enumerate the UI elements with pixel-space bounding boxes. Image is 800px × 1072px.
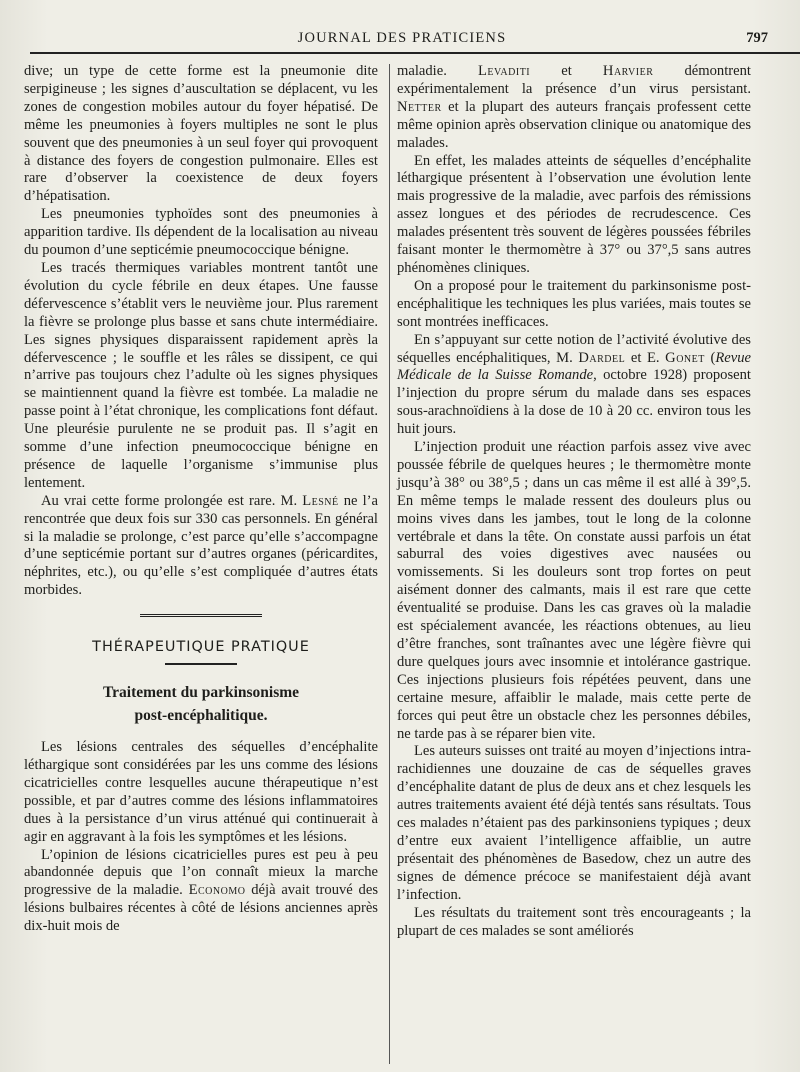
article-title bbox=[24, 681, 378, 727]
author-name: Harvier bbox=[602, 63, 654, 79]
author-name: Economo bbox=[188, 882, 246, 899]
page-number: 797 bbox=[746, 30, 768, 46]
running-head bbox=[30, 28, 774, 52]
paragraph: On a proposé pour le traitement du parkinsonisme post-encéphalitique les techniques les plus variées, mais toutes se sont montrées inefficaces. bbox=[397, 277, 751, 330]
section-header bbox=[24, 614, 378, 727]
paragraph bbox=[24, 493, 378, 600]
author-name: Dardel bbox=[578, 349, 626, 366]
paragraph: Les auteurs suisses ont traité au moyen d’injections intra-rachidiennes une douzaine de cas de séquelles graves d’encéphalite datant de plus de deux ans et chez lesquels les autres traitements avaient été déjà tentés sans résultats. Tous ces malades n’étaient pas des parkinsoniens typiques ; deux d’entre eux avaient l’intelligence affaiblie, un autre présentait des phénomènes de Basedow, chez un autre des signes de démence précoce se manifestaient déjà avant l’infection. bbox=[397, 743, 751, 903]
paragraph: dive; un type de cette forme est la pneumonie dite serpigineuse ; les signes d’auscultation se déplacent, vu les zones de congestion mobiles autour du foyer hépatisé. De même les pneumonies à foyers multiples ne sont le plus souvent que des pneumonies à un seul foyer qui provoquent à distance des foyers de congestion pulmonaire. Elles est rare d’observer la coexistence de deux foyers d’hépatisation. bbox=[24, 63, 378, 205]
paragraph: Les pneumonies typhoïdes sont des pneumonies à apparition tardive. Ils dépendent de la localisation au niveau du poumon d’une septicémie pneumococcique bénigne. bbox=[24, 206, 378, 259]
section-underline bbox=[165, 663, 237, 665]
paragraph bbox=[397, 63, 751, 153]
column-divider bbox=[389, 64, 390, 1064]
text-run: ne l’a rencontrée que deux fois sur 330 cas personnels. En général si la maladie se prolonge, c’est parce qu’elle s’accompagne d’une septicémie portant sur d’autres organes (péricardites, néphrites, etc.), ou qu’elle s’est compliquée d’autres états morbides. bbox=[24, 492, 378, 599]
text-run: En s’appuyant sur cette notion de l’activité évolutive des séquelles encéphalitiques, M. bbox=[397, 331, 751, 366]
paragraph: En effet, les malades atteints de séquelles d’encéphalite léthargique présentent à l’observation une évolution lente mais progressive de la maladie, avec parfois des rémissions assez longues et des périodes de recrudescence. Ces malades présentent très souvent de légères poussées fébriles faisant monter le thermomètre à 37° ou 37°,5 sans autres phénomènes cliniques. bbox=[397, 152, 751, 276]
paragraph bbox=[24, 847, 378, 937]
text-run: , octobre 1928) proposent l’injection du propre sérum du malade dans ses espaces sous-arachnoïdiens à la dose de 10 à 20 cc. environ tous les huit jours. bbox=[397, 367, 751, 438]
left-column bbox=[24, 63, 378, 936]
section-title: THÉRAPEUTIQUE PRATIQUE bbox=[92, 639, 310, 656]
text-run: et bbox=[530, 63, 603, 79]
text-run: Au vrai cette forme prolongée est rare. M. bbox=[41, 492, 303, 509]
text-run: maladie. bbox=[397, 63, 478, 79]
text-run: et E. bbox=[625, 349, 666, 366]
header-rule bbox=[30, 52, 800, 54]
paragraph bbox=[397, 332, 751, 439]
journal-title: JOURNAL DES PRATICIENS bbox=[297, 30, 507, 46]
author-name: Gonet bbox=[665, 349, 705, 366]
author-name: Netter bbox=[397, 98, 442, 115]
article-title-line: Traitement du parkinsonisme bbox=[102, 684, 300, 702]
text-run: démontrent expérimentalement la présence d’un virus persistant. bbox=[397, 63, 751, 97]
paragraph: L’injection produit une réaction parfois assez vive avec poussée fébrile de quelques heures ; le thermomètre monte jusqu’à 38° ou 38°,5 ; dans un cas même il est allé à 39°,5. En même temps le malade ressent des douleurs plus ou moins vives dans les jambes, tout le long de la colonne vertébrale et dans la tête. On constate aussi parfois un état saburral des voies digestives avec nausées ou vomissements. Si les douleurs sont trop fortes on peut aisément donner des calmants, mais il est rare que cette éventualité se produise. Dans les cas graves où la maladie est spécialement avancée, les réactions obtenues, au lieu d’être franches, sont traînantes avec une légère fièvre qui dure quelques jours avec insomnie et intolérance gastrique. Ces injections plusieurs fois répétées peuvent, dans une certaine mesure, affaiblir le malade, mais cette perte de forces qui peut être un obstacle chez les personnes débiles, ne tarde pas à se réparer bien vite. bbox=[397, 439, 751, 742]
paragraph: Les résultats du traitement sont très encourageants ; la plupart de ces malades se sont améliorés bbox=[397, 904, 751, 939]
article-title-line: post-encéphalitique. bbox=[134, 707, 268, 725]
paragraph: Les tracés thermiques variables montrent tantôt une évolution du cycle fébrile en deux étapes. Une fausse défervescence s’établit vers le neuvième jour. Plus rarement la fièvre se prolonge plus basse et sans chute intermédiaire. Les signes physiques disparaissent rapidement après la défervescence ; le souffle et les râles se dissipent, ce qui n’arrive pas toujours chez l’adulte où les signes physiques se maintiennent quand la fièvre est tombée. La maladie ne passe point à l’état chronique, les complications font défaut. Une pleurésie purulente ne se produit pas. Il s’agit en somme d’une infection pneumococcique bénigne en présence de laquelle l’organisme s’immunise plus lentement. bbox=[24, 259, 378, 491]
text-run: ( bbox=[704, 349, 716, 366]
text-run: L’opinion de lésions cicatricielles pures est peu à peu abandonnée depuis que l’on connaît mieux la marche progressive de la maladie. bbox=[24, 846, 378, 899]
text-run: et la plupart des auteurs français professent cette même opinion après observation clinique ou anatomique des malades. bbox=[397, 98, 751, 151]
paragraph: Les lésions centrales des séquelles d’encéphalite léthargique sont considérées par les uns comme des lésions cicatricielles contre lesquelles aucune thérapeutique n’est possible, et par d’autres comme des lésions inflammatoires dues à la persistance d’un virus atténué qui continuerait à agir en aggravant à la fois les symptômes et les lésions. bbox=[24, 739, 378, 845]
author-name: Lesné bbox=[302, 492, 339, 509]
journal-citation: Revue Médicale de la Suisse Romande bbox=[397, 349, 751, 384]
right-column bbox=[397, 63, 751, 940]
section-double-rule bbox=[140, 614, 262, 619]
text-run: déjà avait trouvé des lésions bulbaires récentes à côté de lésions anciennes après dix-huit mois de bbox=[24, 882, 379, 935]
author-name: Levaditi bbox=[477, 63, 531, 79]
